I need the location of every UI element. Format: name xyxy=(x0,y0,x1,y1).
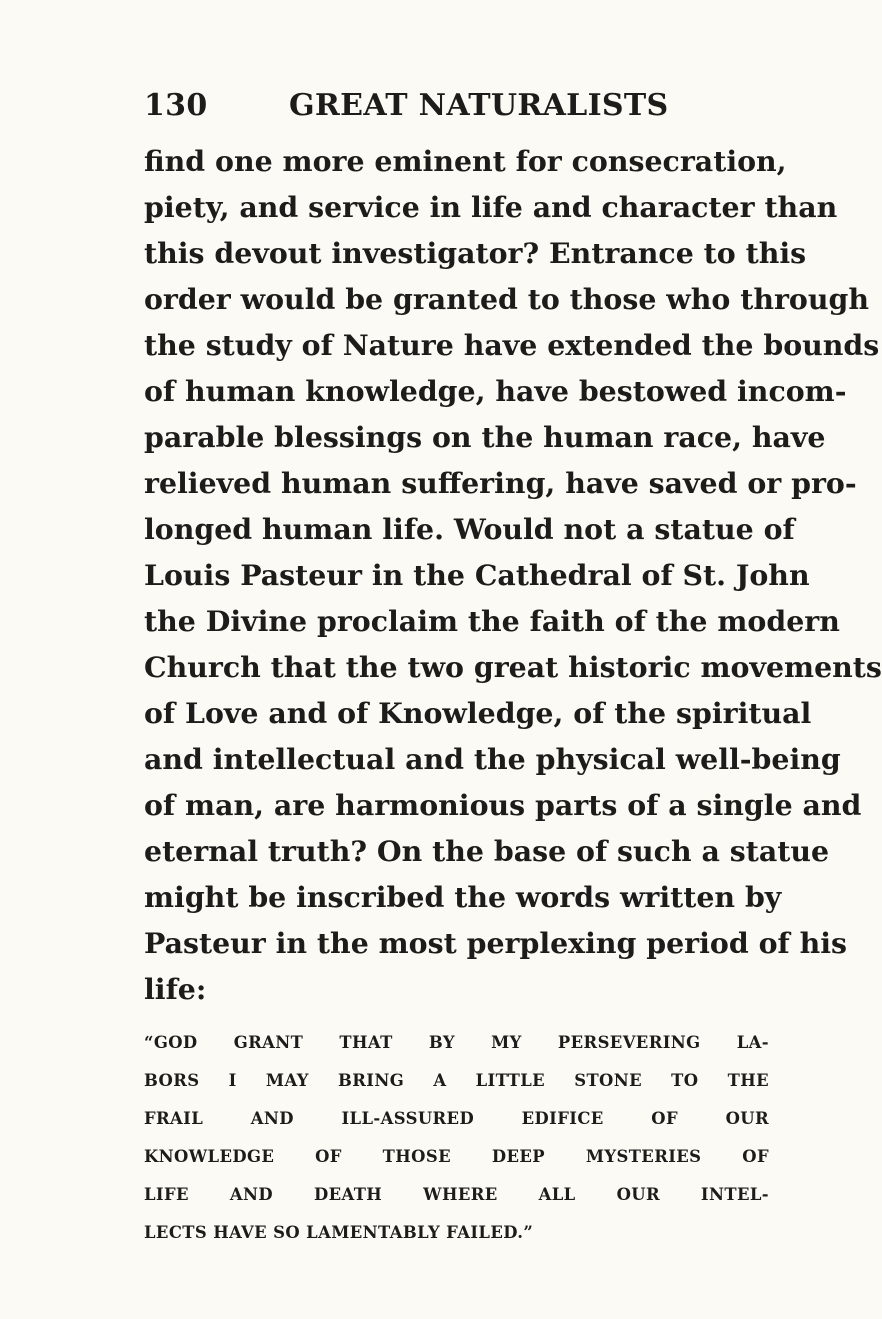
text-line: parable blessings on the human race, have xyxy=(144,420,826,454)
text-line: eternal truth? On the base of such a statue xyxy=(144,834,830,868)
quote-line: FRAIL AND ILL-ASSURED EDIFICE OF OUR xyxy=(144,1109,769,1128)
text-line: the Divine proclaim the faith of the modern xyxy=(144,604,840,638)
book-page xyxy=(144,82,882,1252)
text-line: piety, and service in life and character than xyxy=(144,190,838,224)
text-line: relieved human suffering, have saved or pro- xyxy=(144,466,857,500)
text-line: longed human life. Would not a statue of xyxy=(144,512,795,546)
text-line: the study of Nature have extended the bounds xyxy=(144,328,880,362)
text-line: Louis Pasteur in the Cathedral of St. John xyxy=(144,558,810,592)
text-line: Pasteur in the most perplexing period of his xyxy=(144,926,848,960)
text-line: life: xyxy=(144,972,207,1006)
text-line: of Love and of Knowledge, of the spiritual xyxy=(144,696,812,730)
text-line: might be inscribed the words written by xyxy=(144,880,782,914)
text-line: this devout investigator? Entrance to this xyxy=(144,236,807,270)
page-number: 130 xyxy=(144,88,208,123)
running-title: GREAT NATURALISTS xyxy=(289,88,669,123)
pasteur-quote xyxy=(144,1024,769,1252)
quote-line: “GOD GRANT THAT BY MY PERSEVERING LA- xyxy=(144,1033,769,1052)
text-line: of human knowledge, have bestowed incom- xyxy=(144,374,847,408)
quote-line: LECTS HAVE SO LAMENTABLY FAILED.” xyxy=(144,1223,534,1242)
quote-line: BORS I MAY BRING A LITTLE STONE TO THE xyxy=(144,1071,769,1090)
quote-line: KNOWLEDGE OF THOSE DEEP MYSTERIES OF xyxy=(144,1147,769,1166)
text-line: Church that the two great historic movements xyxy=(144,650,882,684)
body-paragraph xyxy=(144,138,882,1012)
text-line: of man, are harmonious parts of a single and xyxy=(144,788,862,822)
quote-line: LIFE AND DEATH WHERE ALL OUR INTEL- xyxy=(144,1185,769,1204)
text-line: order would be granted to those who through xyxy=(144,282,869,316)
running-head xyxy=(144,82,769,130)
text-line: find one more eminent for consecration, xyxy=(144,144,787,178)
text-line: and intellectual and the physical well-being xyxy=(144,742,841,776)
